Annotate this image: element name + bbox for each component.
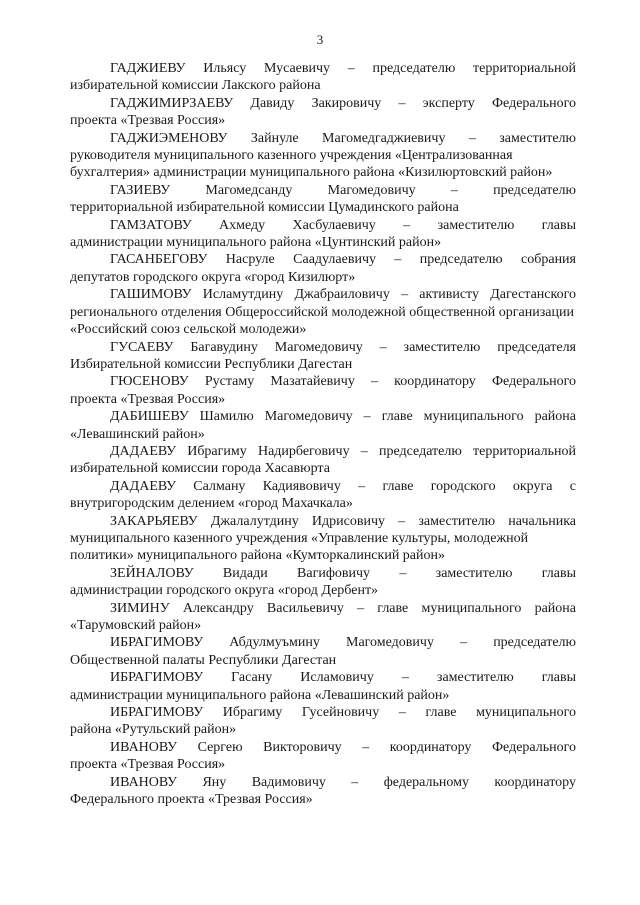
entry-first-line: ИВАНОВУ Яну Вадимовичу – федеральному координатору [110,774,576,790]
entry-continuation: Федерального проекта «Трезвая Россия» [70,792,313,808]
entry-continuation: Избирательной комиссии Республики Дагестан [70,356,353,372]
entry-first-line: ЗИМИНУ Александру Васильевичу – главе муниципального района [110,600,576,616]
list-item [70,443,576,478]
entry-continuation: внутригородским делением «город Махачкала» [70,496,353,512]
entry-continuation: администрации муниципального района «Цунтинский район» [70,235,442,251]
entry-continuation: администрации городского округа «город Дербент» [70,583,379,599]
entry-first-line: ДАДАЕВУ Ибрагиму Надирбеговичу – председателю территориальной [110,443,576,459]
entry-continuation: избирательной комиссии Лакского района [70,78,321,94]
entry-continuation: администрации муниципального района «Левашинский район» [70,687,450,703]
entry-continuation: «Левашинский район» [70,426,205,442]
entry-continuation: избирательной комиссии города Хасавюрта [70,461,330,477]
entry-first-line: ДАДАЕВУ Салману Кадиявовичу – главе городского округа с [110,478,576,494]
entry-continuation: регионального отделения Общероссийской молодежной общественной организации «Российский союз сельской молодежи» [70,304,574,338]
entry-continuation: муниципального казенного учреждения «Управление культуры, молодежной политики» муниципального района «Кумторкалинский район» [70,530,529,564]
entry-continuation: территориальной избирательной комиссии Цумадинского района [70,200,459,216]
list-item [70,669,576,704]
entry-first-line: ГАДЖИМИРЗАЕВУ Давиду Закировичу – эксперту Федерального [110,95,576,111]
list-item [70,634,576,669]
entry-first-line: ЗЕЙНАЛОВУ Видади Вагифовичу – заместителю главы [110,565,576,581]
entry-first-line: ИБРАГИМОВУ Ибрагиму Гусейновичу – главе муниципального [110,705,576,721]
entry-first-line: ИБРАГИМОВУ Гасану Исламовичу – заместителю главы [110,670,576,686]
list-item [70,60,576,95]
entry-first-line: ГАЗИЕВУ Магомедсанду Магомедовичу – председателю [110,182,576,198]
entry-continuation: депутатов городского округа «город Кизилюрт» [70,269,356,285]
entry-first-line: ГЮСЕНОВУ Рустаму Мазатайевичу – координатору Федерального [110,374,576,390]
entry-continuation: руководителя муниципального казенного учреждения «Централизованная бухгалтерия» администрации муниципального района «Кизилюртовский район» [70,148,553,181]
list-item [70,182,576,217]
list-item [70,513,576,565]
entry-first-line: ГАДЖИЭМЕНОВУ Зайнуле Магомедгаджиевичу – заместителю [110,130,576,146]
page-number: 3 [316,32,324,47]
entry-continuation: проекта «Трезвая Россия» [70,391,226,407]
list-item [70,130,576,182]
list-item [70,339,576,374]
list-item [70,739,576,774]
entry-first-line: ИВАНОВУ Сергею Викторовичу – координатору Федерального [110,739,576,755]
entry-continuation: проекта «Трезвая Россия» [70,757,226,773]
list-item [70,286,576,338]
list-item [70,774,576,809]
entry-first-line: ГАДЖИЕВУ Ильясу Мусаевичу – председателю территориальной [110,61,576,76]
list-item [70,704,576,739]
entry-continuation: района «Рутульский район» [70,722,237,738]
entry-first-line: ГАМЗАТОВУ Ахмеду Хасбулаевичу – заместителю главы [110,217,576,233]
list-item [70,373,576,408]
entry-first-line: ГАШИМОВУ Исламутдину Джабраиловичу – активисту Дагестанского [110,287,576,303]
entry-first-line: ГУСАЕВУ Багавудину Магомедовичу – заместителю председателя [110,339,576,355]
entry-first-line: ДАБИШЕВУ Шамилю Магомедовичу – главе муниципального района [110,409,576,425]
entry-first-line: ИБРАГИМОВУ Абдулмуъмину Магомедовичу – председателю [110,635,576,651]
list-item [70,95,576,130]
list-item [70,478,576,513]
entry-first-line: ЗАКАРЬЯЕВУ Джалалутдину Идрисовичу – заместителю начальника [110,513,576,529]
list-item [70,251,576,286]
list-item [70,217,576,252]
list-item [70,565,576,600]
list-item [70,600,576,635]
award-list [70,60,576,808]
entry-continuation: Общественной палаты Республики Дагестан [70,652,337,668]
entry-first-line: ГАСАНБЕГОВУ Насруле Саадулаевичу – председателю собрания [110,252,576,268]
entry-continuation: «Тарумовский район» [70,618,202,633]
entry-continuation: проекта «Трезвая Россия» [70,113,226,129]
list-item [70,408,576,443]
